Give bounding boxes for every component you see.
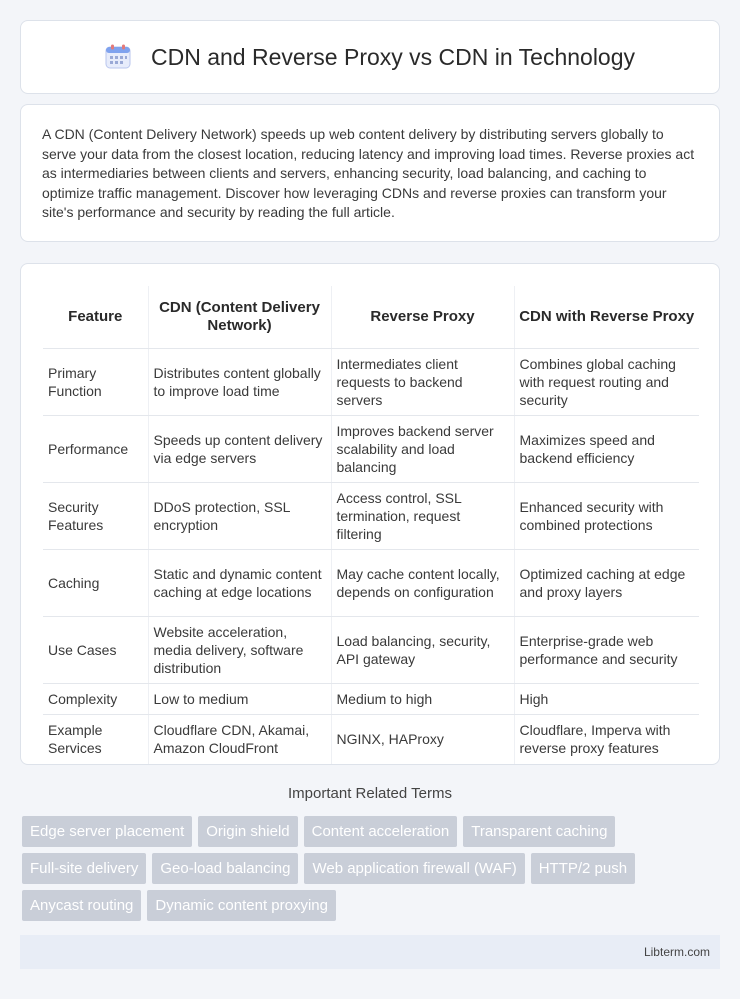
intro-card — [20, 104, 720, 242]
related-terms-list — [22, 816, 722, 927]
header-card — [20, 20, 720, 94]
comparison-table-card — [20, 263, 720, 765]
term-tag[interactable]: Content acceleration — [304, 816, 458, 847]
table-cell: Medium to high — [331, 683, 514, 714]
footer — [20, 935, 720, 969]
table-row — [43, 482, 699, 549]
table-row — [43, 549, 699, 616]
term-tag[interactable]: Full-site delivery — [22, 853, 146, 884]
term-tag[interactable]: Transparent caching — [463, 816, 615, 847]
term-tag[interactable]: Edge server placement — [22, 816, 192, 847]
term-tag[interactable]: Web application firewall (WAF) — [304, 853, 524, 884]
table-row — [43, 714, 699, 764]
table-cell: DDoS protection, SSL encryption — [148, 482, 331, 549]
table-cell: Website acceleration, media delivery, software distribution — [148, 616, 331, 683]
table-cell: Optimized caching at edge and proxy layers — [514, 549, 699, 616]
table-cell: Speeds up content delivery via edge servers — [148, 415, 331, 482]
term-tag[interactable]: Dynamic content proxying — [147, 890, 336, 921]
related-terms-title: Important Related Terms — [288, 785, 452, 802]
feature-cell: Caching — [43, 549, 148, 616]
table-cell: Enterprise-grade web performance and security — [514, 616, 699, 683]
calendar-icon — [105, 44, 131, 70]
table-cell: Load balancing, security, API gateway — [331, 616, 514, 683]
feature-cell: Security Features — [43, 482, 148, 549]
term-tag[interactable]: Anycast routing — [22, 890, 141, 921]
table-row — [43, 415, 699, 482]
table-cell: NGINX, HAProxy — [331, 714, 514, 764]
header-cell: CDN with Reverse Proxy — [514, 286, 699, 348]
term-tag[interactable]: Geo-load balancing — [152, 853, 298, 884]
feature-cell: Example Services — [48, 722, 103, 757]
table-cell: Cloudflare CDN, Akamai, Amazon CloudFront — [148, 714, 331, 764]
feature-cell: Complexity — [43, 683, 148, 714]
header-cell: CDN (Content Delivery Network) — [148, 286, 331, 348]
footer-site-link[interactable]: Libterm.com — [643, 945, 710, 959]
header-cell: Feature — [43, 286, 148, 348]
table-cell: Access control, SSL termination, request filtering — [331, 482, 514, 549]
table-cell: Cloudflare, Imperva with reverse proxy features — [514, 714, 699, 764]
table-header-row — [43, 286, 699, 348]
feature-cell: Performance — [43, 415, 148, 482]
table-cell: Enhanced security with combined protections — [514, 482, 699, 549]
table-row — [43, 616, 699, 683]
table-cell: Improves backend server scalability and load balancing — [331, 415, 514, 482]
table-cell: Combines global caching with request routing and security — [514, 348, 699, 415]
table-cell: Distributes content globally to improve load time — [148, 348, 331, 415]
table-cell: Static and dynamic content caching at edge locations — [148, 549, 331, 616]
table-row — [43, 348, 699, 415]
table-cell: May cache content locally, depends on configuration — [331, 549, 514, 616]
feature-cell: Use Cases — [43, 616, 148, 683]
comparison-table — [43, 286, 699, 764]
feature-cell: Primary Function — [43, 348, 148, 415]
header-cell: Reverse Proxy — [331, 286, 514, 348]
term-tag[interactable]: HTTP/2 push — [531, 853, 635, 884]
page-title: CDN and Reverse Proxy vs CDN in Technology — [150, 43, 636, 70]
table-row — [43, 683, 699, 714]
table-cell: Intermediates client requests to backend servers — [331, 348, 514, 415]
table-cell: High — [514, 683, 699, 714]
table-cell: Low to medium — [148, 683, 331, 714]
term-tag[interactable]: Origin shield — [198, 816, 297, 847]
table-cell: Maximizes speed and backend efficiency — [514, 415, 699, 482]
intro-text: A CDN (Content Delivery Network) speeds up web content delivery by distributing servers globally to serve your data from the closest location, reducing latency and improving load times. Reverse proxies act as intermediaries between clients and servers, enhancing security, load balancing, and caching to optimize traffic management. Discover how leveraging CDNs and reverse proxies can transform your site's performance and security by reading the full article. — [42, 126, 695, 220]
